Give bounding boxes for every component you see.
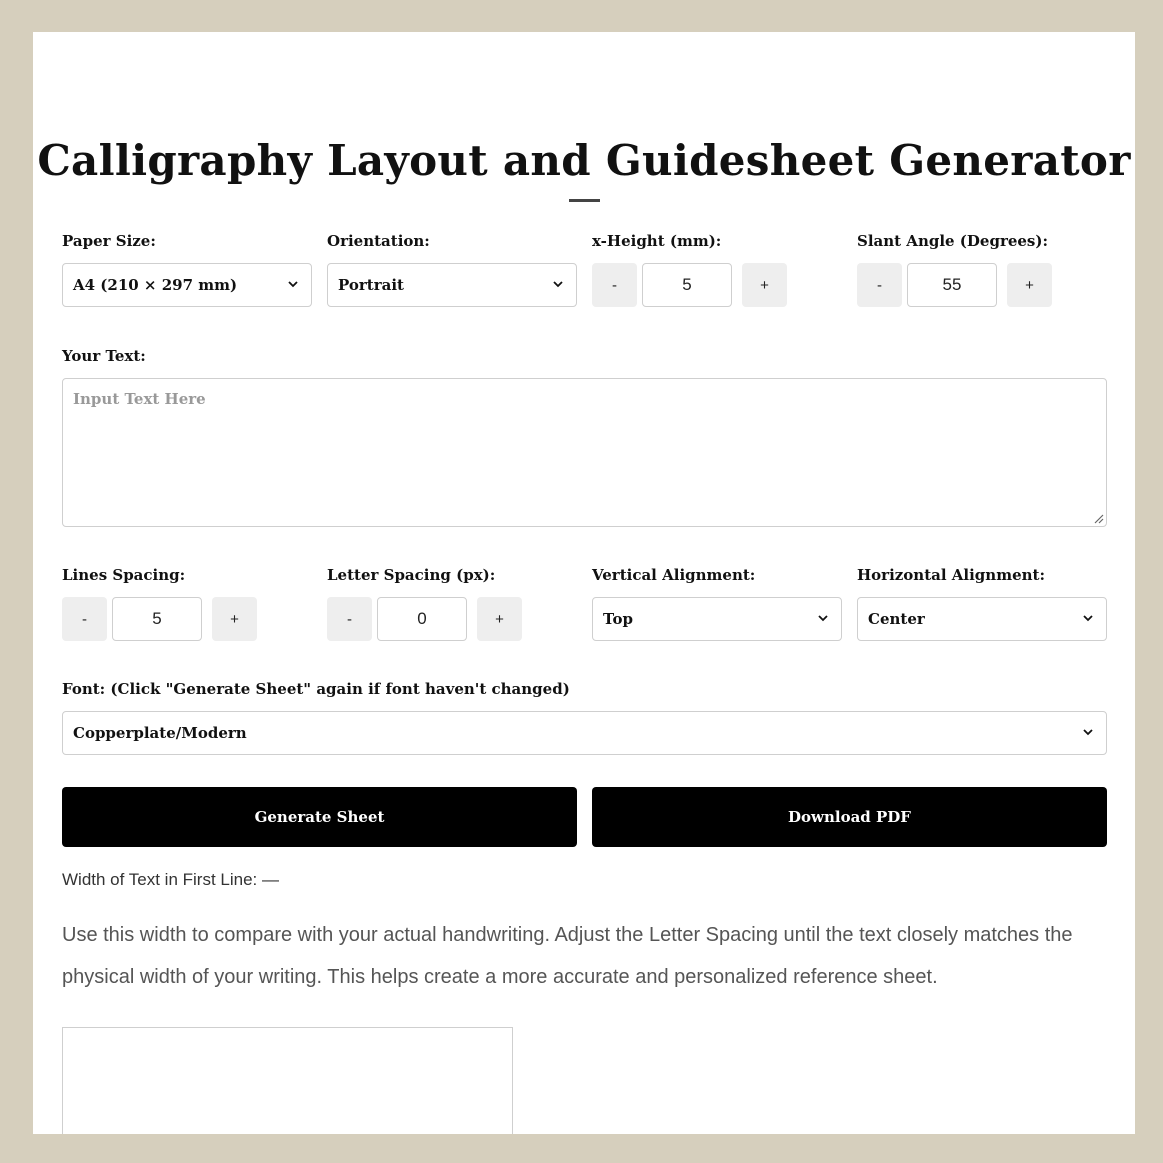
horizontal-alignment-label: Horizontal Alignment: <box>857 566 1045 584</box>
your-text-textarea[interactable] <box>62 378 1107 527</box>
lines-spacing-input[interactable]: 5 <box>112 597 202 641</box>
orientation-label: Orientation: <box>327 232 430 250</box>
help-text: Use this width to compare with your actual handwriting. Adjust the Letter Spacing until the text closely matches the physical width of your writing. This helps create a more accurate and personalized reference sheet. <box>62 924 1073 988</box>
font-label: Font: (Click "Generate Sheet" again if font haven't changed) <box>62 680 570 698</box>
paper-size-select[interactable] <box>62 263 312 307</box>
first-line-width-readout: Width of Text in First Line: — <box>62 870 279 889</box>
orientation-select[interactable] <box>327 263 577 307</box>
paper-size-label: Paper Size: <box>62 232 156 250</box>
title-divider <box>569 199 600 202</box>
vertical-alignment-value: Top <box>603 610 633 628</box>
letter-spacing-label: Letter Spacing (px): <box>327 566 496 584</box>
lines-spacing-increment-button[interactable]: + <box>212 597 257 641</box>
download-pdf-button[interactable]: Download PDF <box>592 787 1107 847</box>
font-select[interactable] <box>62 711 1107 755</box>
generate-sheet-button[interactable]: Generate Sheet <box>62 787 577 847</box>
chevron-down-icon <box>817 612 829 624</box>
chevron-down-icon <box>552 278 564 290</box>
chevron-down-icon <box>287 278 299 290</box>
vertical-alignment-select[interactable] <box>592 597 842 641</box>
resize-handle-icon[interactable] <box>1092 512 1104 524</box>
your-text-label: Your Text: <box>62 347 146 365</box>
chevron-down-icon <box>1082 726 1094 738</box>
lines-spacing-decrement-button[interactable]: - <box>62 597 107 641</box>
letter-spacing-input[interactable]: 0 <box>377 597 467 641</box>
x-height-input[interactable]: 5 <box>642 263 732 307</box>
generator-card <box>33 32 1135 1134</box>
font-value: Copperplate/Modern <box>73 724 247 742</box>
horizontal-alignment-select[interactable] <box>857 597 1107 641</box>
vertical-alignment-label: Vertical Alignment: <box>592 566 756 584</box>
page-title: Calligraphy Layout and Guidesheet Generator <box>37 136 1131 185</box>
slant-angle-decrement-button[interactable]: - <box>857 263 902 307</box>
x-height-increment-button[interactable]: + <box>742 263 787 307</box>
x-height-label: x-Height (mm): <box>592 232 722 250</box>
slant-angle-increment-button[interactable]: + <box>1007 263 1052 307</box>
letter-spacing-increment-button[interactable]: + <box>477 597 522 641</box>
paper-size-value: A4 (210 × 297 mm) <box>73 276 238 294</box>
orientation-value: Portrait <box>338 276 404 294</box>
your-text-placeholder: Input Text Here <box>73 390 206 408</box>
lines-spacing-label: Lines Spacing: <box>62 566 186 584</box>
letter-spacing-decrement-button[interactable]: - <box>327 597 372 641</box>
chevron-down-icon <box>1082 612 1094 624</box>
x-height-decrement-button[interactable]: - <box>592 263 637 307</box>
sheet-preview <box>62 1027 513 1134</box>
slant-angle-label: Slant Angle (Degrees): <box>857 232 1049 250</box>
slant-angle-input[interactable]: 55 <box>907 263 997 307</box>
horizontal-alignment-value: Center <box>868 610 925 628</box>
